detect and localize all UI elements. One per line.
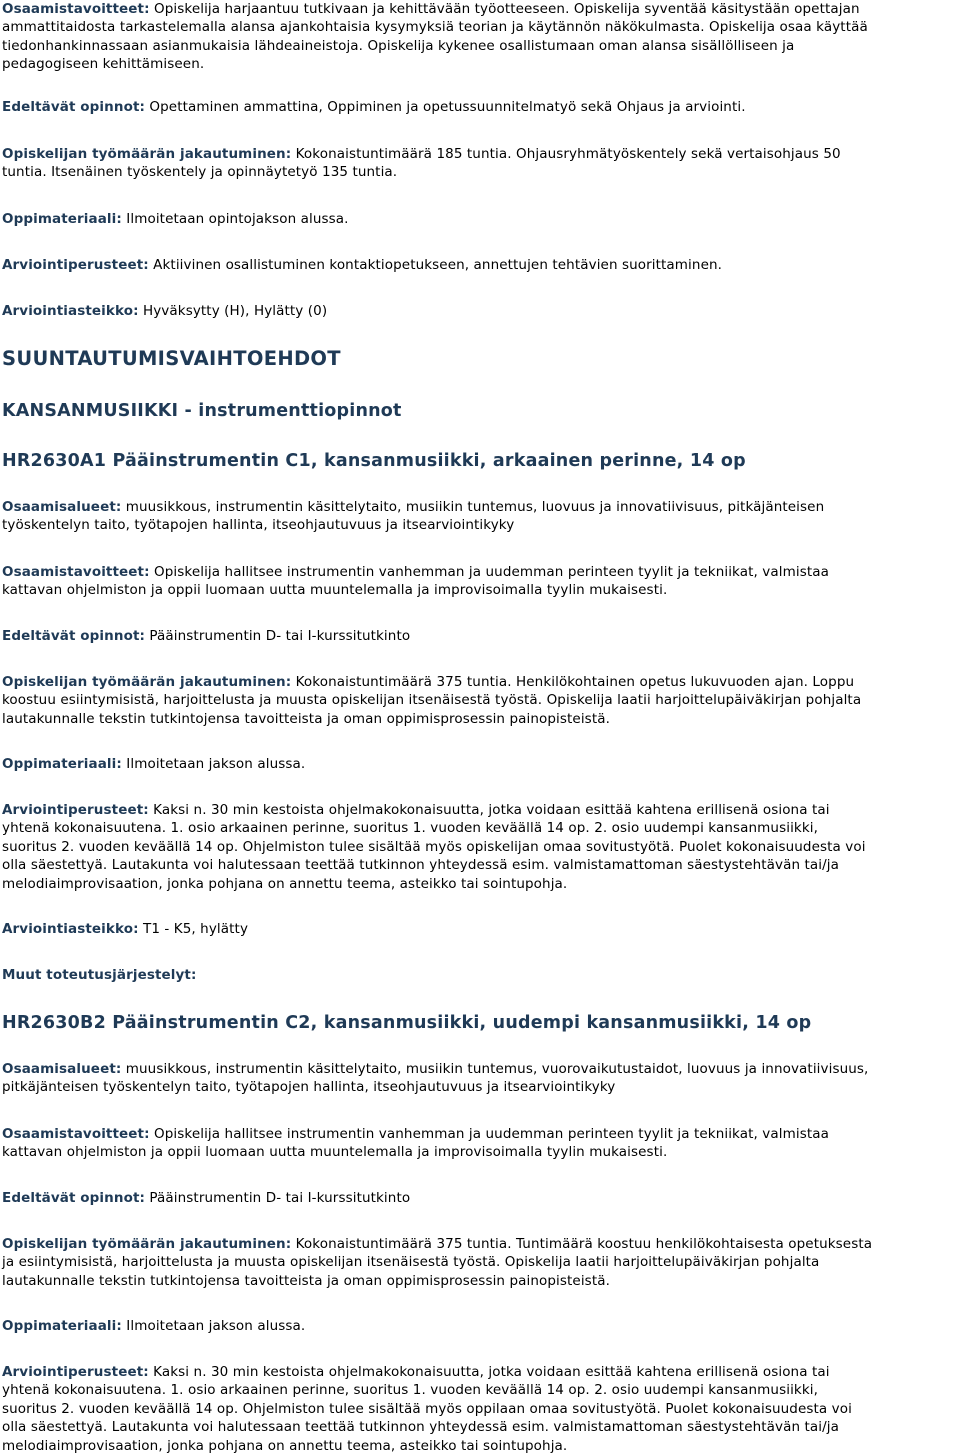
b2-arviointiperusteet — [2, 1363, 956, 1455]
course-heading-b2: HR2630B2 Pääinstrumentin C2, kansanmusiikki, uudempi kansanmusiikki, 14 op — [2, 1013, 812, 1033]
paragraph-edeltavat-opinnot — [2, 98, 956, 116]
field-text: Aktiivinen osallistuminen kontaktiopetukseen, annettujen tehtävien suorittaminen. — [148, 257, 723, 273]
field-text: Opiskelija hallitsee instrumentin vanhemman ja uudemman perinteen tyylit ja tekniikat, valmistaa kattavan ohjelmiston ja oppii luomaan uutta muuntelemalla ja improvisoimalla tyylin mukaisesti. — [2, 564, 829, 599]
field-label: Osaamistavoitteet: — [2, 1, 150, 17]
field-label: Muut toteutusjärjestelyt: — [2, 967, 197, 983]
paragraph-arviointiasteikko — [2, 302, 956, 320]
field-text: Kaksi n. 30 min kestoista ohjelmakokonaisuutta, jotka voidaan esittää kahtena erillisenä osiona tai yhtenä kokonaisuutena. 1. osio arkaainen perinne, suoritus 1. vuoden keväällä 14 op. 2. osio uudempi kansanmusiikki, suoritus 2. vuoden keväällä 14 op. Ohjelmiston tulee sisältää myös opiskelijan omaa sovitustyötä. Puolet kokonaisuudesta voi olla säestettyä. Lautakunta voi halutessaan teettää tutkinnon yhteydessä esim. valmistamattoman säestystehtävän tai/ja melodiaimprovisaation, jonka pohjana on annettu teema, asteikko tai sointupohja. — [2, 802, 866, 892]
field-text: Ilmoitetaan jakson alussa. — [121, 756, 306, 772]
field-text: muusikkous, instrumentin käsittelytaito, musiikin tuntemus, vuorovaikutustaidot, luovuus ja innovatiivisuus, pitkäjänteisen työskentelyn taito, työtapojen hallinta, itseohjautuvuus ja itsearviointikyky — [2, 1061, 869, 1096]
field-label: Arviointiasteikko: — [2, 921, 139, 937]
field-label: Arviointiperusteet: — [2, 1364, 149, 1380]
field-text: T1 - K5, hylätty — [138, 921, 249, 937]
field-text: Kokonaistuntimäärä 375 tuntia. Henkilökohtainen opetus lukuvuoden ajan. Loppu koostuu esiintymisistä, harjoittelusta ja muusta opiskelijan itsenäisestä työstä. Opiskelija laatii harjoittelupäiväkirjan pohjalta lautakunnalle tekstin tutkintojensa tavoitteista ja oman oppimisprosessin painopisteistä. — [2, 674, 862, 727]
field-text: Pääinstrumentin D- tai I-kurssitutkinto — [145, 1190, 411, 1206]
paragraph-osaamistavoitteet — [2, 0, 956, 74]
field-text: Opiskelija hallitsee instrumentin vanhemman ja uudemman perinteen tyylit ja tekniikat, valmistaa kattavan ohjelmiston ja oppii luomaan uutta muuntelemalla ja improvisoimalla tyylin mukaisesti. — [2, 1126, 829, 1161]
field-label: Oppimateriaali: — [2, 756, 122, 772]
field-text: muusikkous, instrumentin käsittelytaito, musiikin tuntemus, luovuus ja innovatiivisuus, pitkäjänteisen työskentelyn taito, työtapojen hallinta, itseohjautuvuus ja itsearviointikyky — [2, 499, 825, 534]
field-text: Hyväksytty (H), Hylätty (0) — [138, 303, 328, 319]
paragraph-tyomaara — [2, 145, 956, 182]
field-label: Arviointiperusteet: — [2, 802, 149, 818]
subsection-heading: KANSANMUSIIKKI - instrumenttiopinnot — [2, 401, 402, 421]
field-label: Osaamisalueet: — [2, 1061, 122, 1077]
field-text: Pääinstrumentin D- tai I-kurssitutkinto — [145, 628, 411, 644]
b2-oppimateriaali — [2, 1317, 956, 1335]
course-heading-a1: HR2630A1 Pääinstrumentin C1, kansanmusiikki, arkaainen perinne, 14 op — [2, 451, 746, 471]
field-text: Kokonaistuntimäärä 185 tuntia. Ohjausryhmätyöskentely sekä vertaisohjaus 50 tuntia. Itsenäinen työskentely ja opinnäytetyö 135 tuntia. — [2, 146, 841, 181]
field-label: Opiskelijan työmäärän jakautuminen: — [2, 674, 292, 690]
a1-osaamisalueet — [2, 498, 956, 535]
b2-tyomaara — [2, 1235, 956, 1290]
field-label: Osaamistavoitteet: — [2, 1126, 150, 1142]
field-text: Ilmoitetaan opintojakson alussa. — [121, 211, 349, 227]
field-label: Edeltävät opinnot: — [2, 1190, 146, 1206]
field-text: Opettaminen ammattina, Oppiminen ja opetussuunnitelmatyö sekä Ohjaus ja arviointi. — [145, 99, 746, 115]
a1-osaamistavoitteet — [2, 563, 956, 600]
field-label: Opiskelijan työmäärän jakautuminen: — [2, 1236, 292, 1252]
field-text: Ilmoitetaan jakson alussa. — [121, 1318, 306, 1334]
a1-arviointiasteikko — [2, 920, 956, 938]
a1-edeltavat-opinnot — [2, 627, 956, 645]
field-text: Kokonaistuntimäärä 375 tuntia. Tuntimäärä koostuu henkilökohtaisesta opetuksesta ja esiintymisistä, harjoittelusta ja muusta opiskelijan itsenäisestä työstä. Opiskelija laatii harjoittelupäiväkirjan pohjalta lautakunnalle tekstin tutkintojensa tavoitteista ja oman oppimisprosessin painopisteistä. — [2, 1236, 873, 1289]
field-label: Edeltävät opinnot: — [2, 99, 146, 115]
paragraph-oppimateriaali — [2, 210, 956, 228]
paragraph-arviointiperusteet — [2, 256, 956, 274]
b2-osaamisalueet — [2, 1060, 956, 1097]
field-label: Arviointiperusteet: — [2, 257, 149, 273]
b2-osaamistavoitteet — [2, 1125, 956, 1162]
field-text: Kaksi n. 30 min kestoista ohjelmakokonaisuutta, jotka voidaan esittää kahtena erillisenä osiona tai yhtenä kokonaisuutena. 1. osio arkaainen perinne, suoritus 1. vuoden keväällä 14 op. 2. osio uudempi kansanmusiikki, suoritus 2. vuoden keväällä 14 op. Ohjelmiston tulee sisältää myös oppilaan omaa sovitustyötä. Puolet kokonaisuudesta voi olla säestettyä. Lautakunta voi halutessaan teettää tutkinnon yhteydessä esim. valmistamattoman säestystehtävän tai/ja melodiaimprovisaation, jonka pohjana on annettu teema, asteikko tai sointupohja. — [2, 1364, 852, 1454]
field-label: Osaamisalueet: — [2, 499, 122, 515]
b2-edeltavat-opinnot — [2, 1189, 956, 1207]
field-label: Oppimateriaali: — [2, 1318, 122, 1334]
section-heading: SUUNTAUTUMISVAIHTOEHDOT — [2, 347, 341, 370]
a1-tyomaara — [2, 673, 956, 728]
field-label: Osaamistavoitteet: — [2, 564, 150, 580]
field-text: Opiskelija harjaantuu tutkivaan ja kehittävään työotteeseen. Opiskelija syventää käsitystään opettajan ammattitaidosta tarkastelemalla alansa ajankohtaisia kysymyksiä teorian ja käytännön näkökulmasta. Opiskelija osaa käyttää tiedonhankinnassaan asianmukaisia lähdeaineistoja. Opiskelija kykenee osallistumaan oman alansa sisällölliseen ja pedagogiseen kehittämiseen. — [2, 1, 868, 73]
field-label: Opiskelijan työmäärän jakautuminen: — [2, 146, 292, 162]
field-label: Oppimateriaali: — [2, 211, 122, 227]
a1-oppimateriaali — [2, 755, 956, 773]
a1-arviointiperusteet — [2, 801, 956, 893]
field-label: Arviointiasteikko: — [2, 303, 139, 319]
a1-muut-toteutusjarjestelyt — [2, 966, 956, 984]
field-label: Edeltävät opinnot: — [2, 628, 146, 644]
